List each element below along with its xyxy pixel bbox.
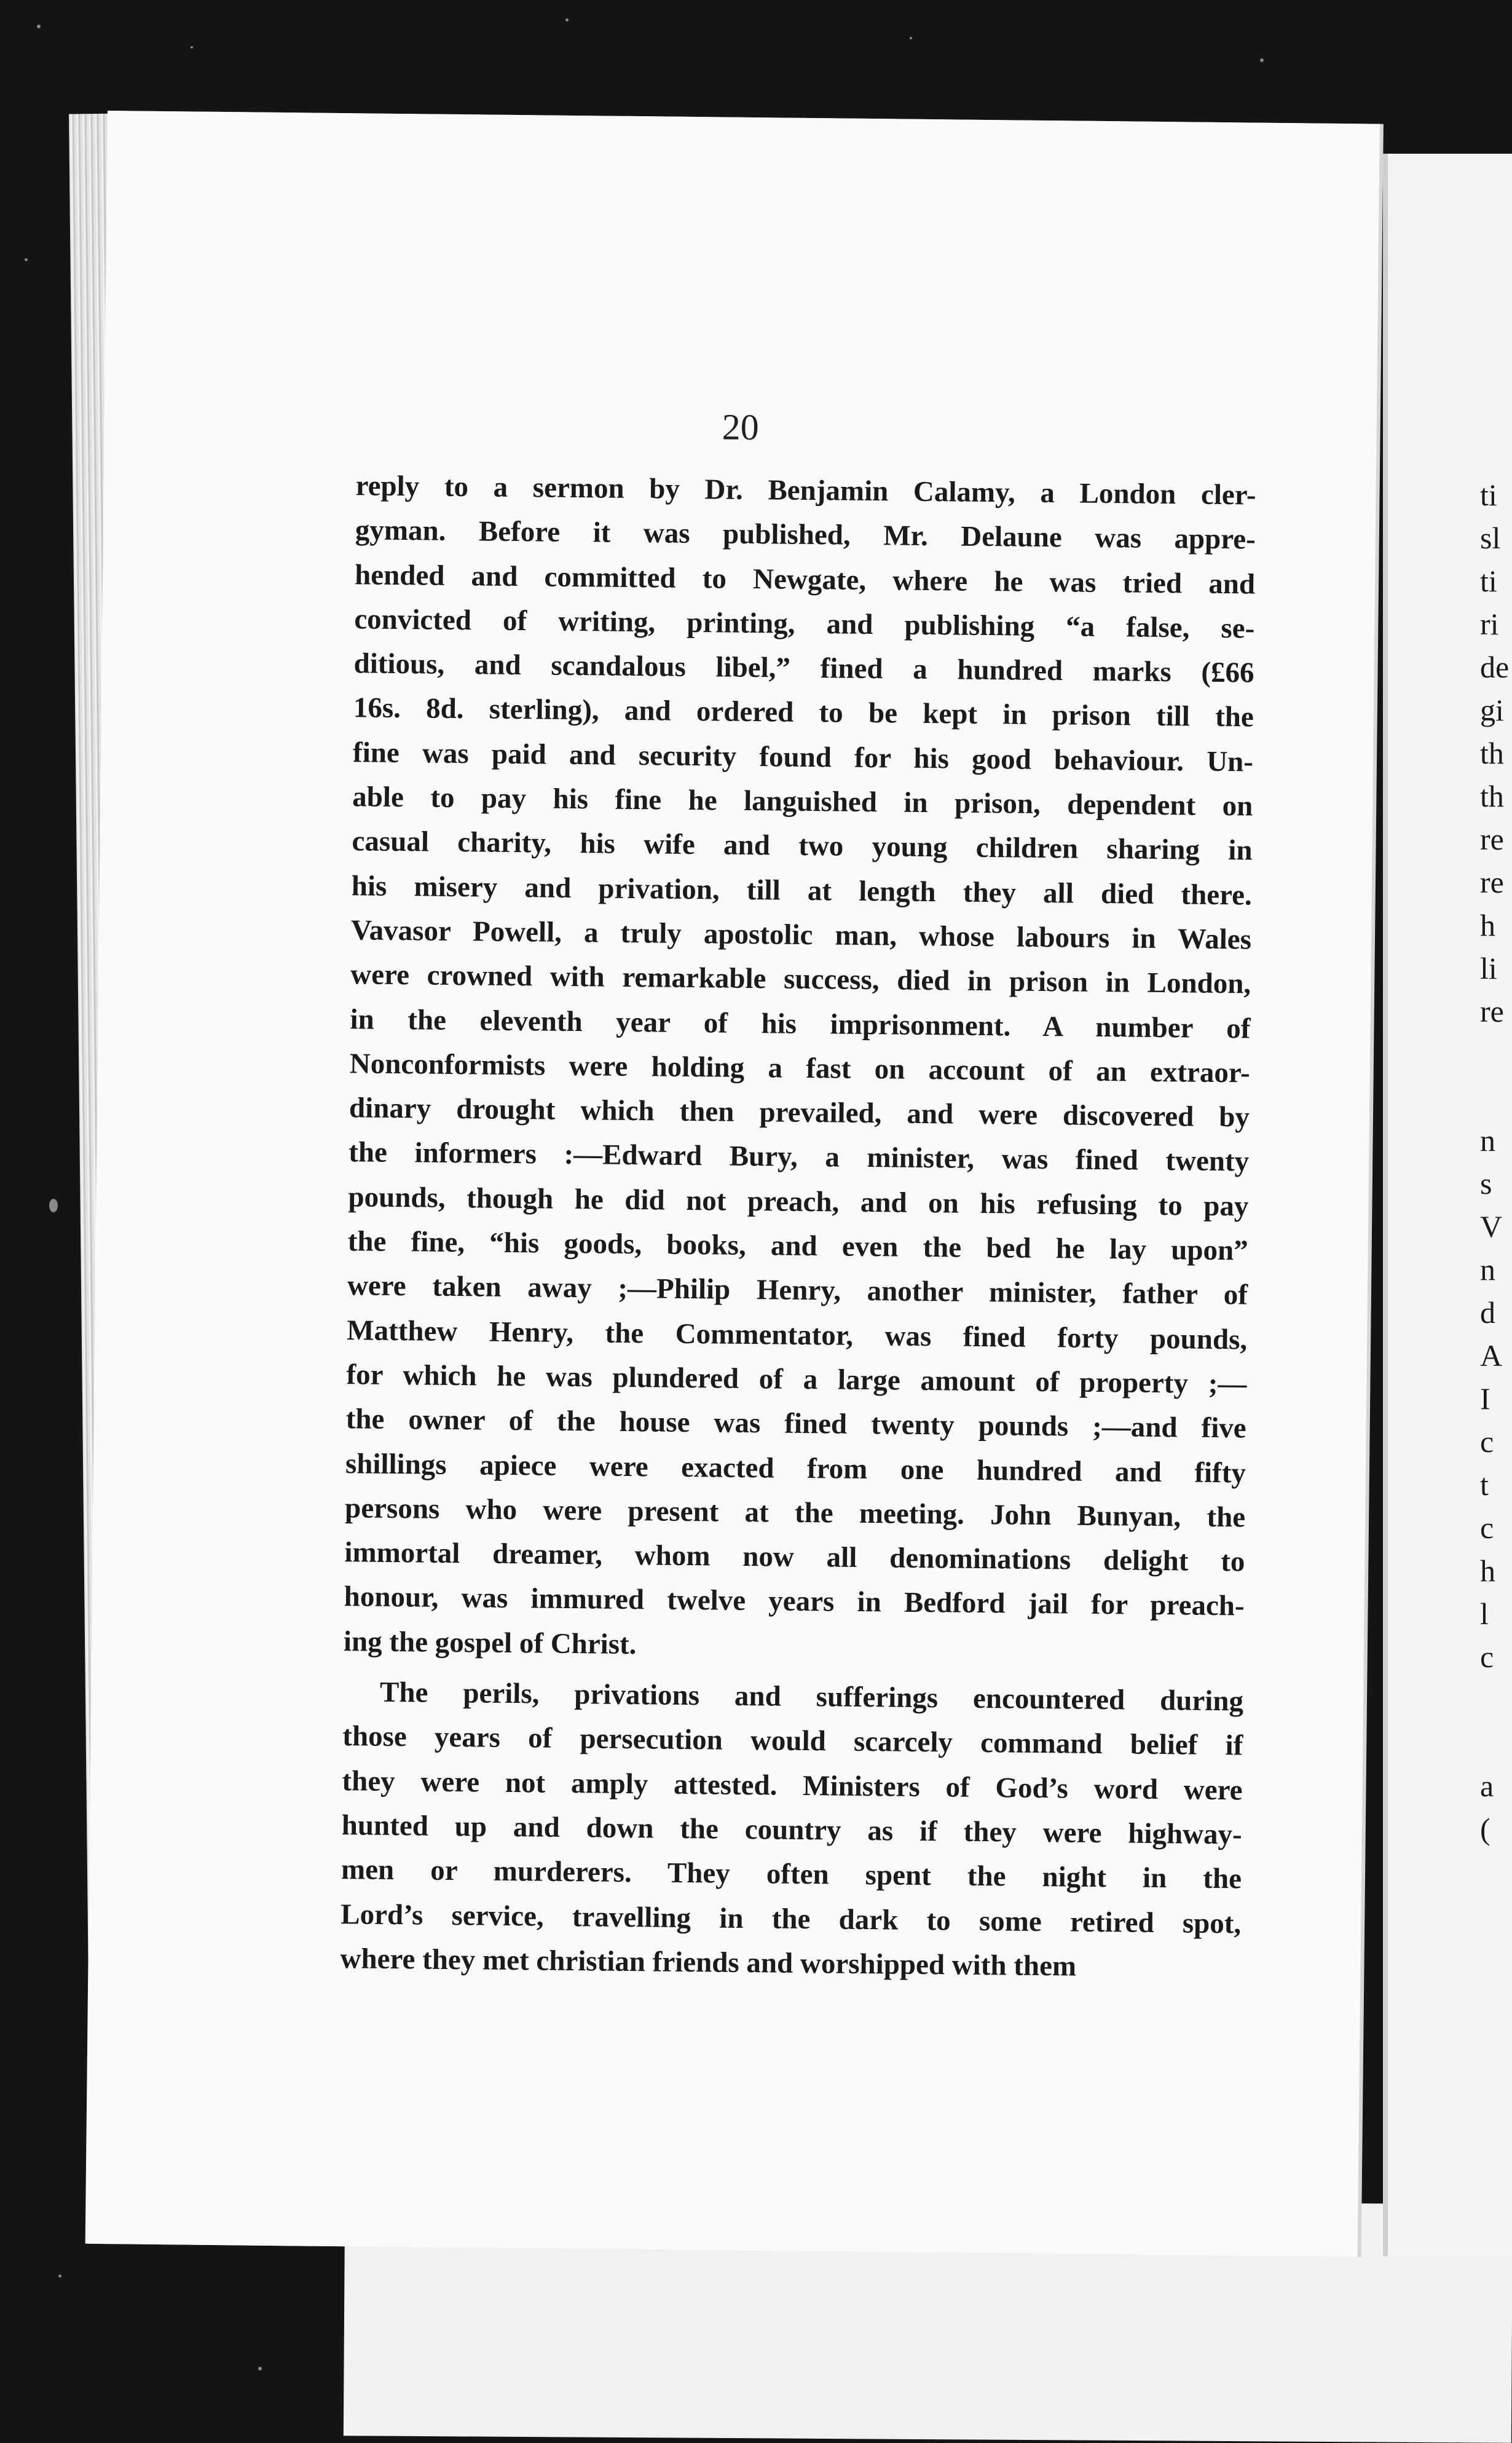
facing-page-fragment: ti	[1480, 478, 1497, 512]
text-line: the owner of the house was fined twenty pounds ;—and five	[345, 1403, 1246, 1445]
text-line: where they met christian friends and worshipped with them	[340, 1942, 1077, 1983]
text-line: honour, was immured twelve years in Bedford jail for preach-	[344, 1581, 1245, 1622]
text-line: hunted up and down the country as if they were highway-	[341, 1809, 1243, 1851]
facing-page-fragment: d	[1480, 1295, 1495, 1330]
text-line: they were not amply attested. Ministers of God’s word were	[342, 1764, 1243, 1807]
facing-page-fragment: re	[1480, 822, 1504, 856]
facing-page-fragment: (	[1480, 1812, 1490, 1846]
facing-page-fragment: li	[1480, 951, 1497, 985]
facing-page-fragment: A	[1480, 1338, 1503, 1373]
text-line: hended and committed to Newgate, where he was tried and	[354, 558, 1256, 601]
facing-page-fragment: sl	[1480, 521, 1501, 555]
page-number: 20	[722, 406, 760, 448]
text-line: the informers :—Edward Bury, a minister, was fined twenty	[348, 1136, 1250, 1178]
text-line: for which he was plundered of a large amount of property ;—	[346, 1359, 1247, 1400]
text-line: The perils, privations and sufferings encountered during	[379, 1676, 1244, 1718]
dust-speck	[191, 46, 193, 49]
facing-page-fragment: th	[1480, 736, 1504, 770]
text-line: convicted of writing, printing, and publishing “a false, se-	[354, 603, 1255, 645]
text-line: casual charity, his wife and two young children sharing in	[352, 825, 1253, 867]
text-line: ing the gospel of Christ.	[343, 1625, 637, 1660]
dust-speck	[565, 18, 569, 22]
facing-page-fragment: l	[1480, 1596, 1489, 1631]
dust-speck	[258, 2367, 262, 2370]
facing-page-fragment: h	[1480, 908, 1495, 942]
facing-page-fragment: a	[1480, 1769, 1494, 1803]
dust-speck	[37, 25, 41, 28]
text-line: those years of persecution would scarcely command belief if	[342, 1720, 1243, 1762]
facing-page-fragment: re	[1480, 865, 1504, 899]
body-text	[340, 464, 1256, 1990]
paragraph	[340, 1670, 1243, 1990]
text-line: Lord’s service, travelling in the dark to some retired spot,	[341, 1898, 1242, 1940]
text-line: able to pay his fine he languished in prison, dependent on	[352, 781, 1253, 823]
text-line: reply to a sermon by Dr. Benjamin Calamy, a London cler-	[355, 470, 1256, 511]
text-line: shillings apiece were exacted from one hundred and fifty	[345, 1447, 1246, 1490]
facing-page	[1383, 154, 1512, 2256]
facing-page-fragment: I	[1480, 1381, 1490, 1416]
text-line: persons who were present at the meeting. John Bunyan, the	[344, 1491, 1246, 1534]
text-line: were crowned with remarkable success, died in prison in London,	[350, 958, 1251, 1000]
facing-page-fragment: n	[1480, 1123, 1495, 1158]
text-line: the fine, “his goods, books, and even the bed he lay upon”	[347, 1225, 1248, 1267]
facing-page-fragment: c	[1480, 1424, 1494, 1459]
paragraph	[344, 464, 1256, 1673]
text-line: were taken away ;—Philip Henry, another minister, father of	[347, 1269, 1248, 1311]
book-page	[85, 111, 1380, 2257]
facing-page-fragment: V	[1480, 1209, 1503, 1244]
text-line: fine was paid and security found for his good behaviour. Un-	[352, 736, 1254, 778]
text-line: 16s. 8d. sterling), and ordered to be kept in prison till the	[353, 692, 1254, 734]
text-line: Nonconformists were holding a fast on account of an extraor-	[349, 1048, 1250, 1089]
dust-speck	[49, 1199, 58, 1212]
facing-page-fragment: c	[1480, 1510, 1494, 1545]
facing-page-fragment: t	[1480, 1467, 1489, 1502]
dust-speck	[910, 37, 912, 39]
text-line: his misery and privation, till at length they all died there.	[351, 869, 1253, 912]
text-line: in the eleventh year of his imprisonment. A number of	[350, 1003, 1251, 1045]
facing-page-fragment: ti	[1480, 564, 1497, 598]
facing-page-fragment: ri	[1480, 607, 1499, 641]
text-line: Vavasor Powell, a truly apostolic man, whose labours in Wales	[350, 914, 1252, 956]
facing-page-fragment: de	[1480, 650, 1510, 684]
text-line: pounds, though he did not preach, and on his refusing to pay	[348, 1180, 1249, 1223]
text-line: Matthew Henry, the Commentator, was fined forty pounds,	[346, 1314, 1248, 1356]
dust-speck	[58, 2275, 61, 2278]
text-line: men or murderers. They often spent the night in the	[341, 1853, 1242, 1895]
facing-page-fragment: c	[1480, 1640, 1494, 1674]
text-line: gyman. Before it was published, Mr. Delaune was appre-	[355, 514, 1256, 556]
text-line: immortal dreamer, whom now all denominations delight to	[344, 1536, 1245, 1578]
facing-page-fragment: th	[1480, 779, 1504, 813]
text-line: dinary drought which then prevailed, and were discovered by	[348, 1092, 1250, 1134]
facing-page-fragment: gi	[1480, 693, 1504, 727]
facing-page-fragment: n	[1480, 1252, 1495, 1287]
text-line: ditious, and scandalous libel,” fined a hundred marks (£66	[353, 647, 1254, 689]
facing-page-fragment: h	[1480, 1553, 1495, 1588]
dust-speck	[1260, 58, 1264, 62]
facing-page-fragment: s	[1480, 1166, 1492, 1201]
dust-speck	[25, 258, 28, 261]
facing-page-fragment: re	[1480, 994, 1504, 1028]
